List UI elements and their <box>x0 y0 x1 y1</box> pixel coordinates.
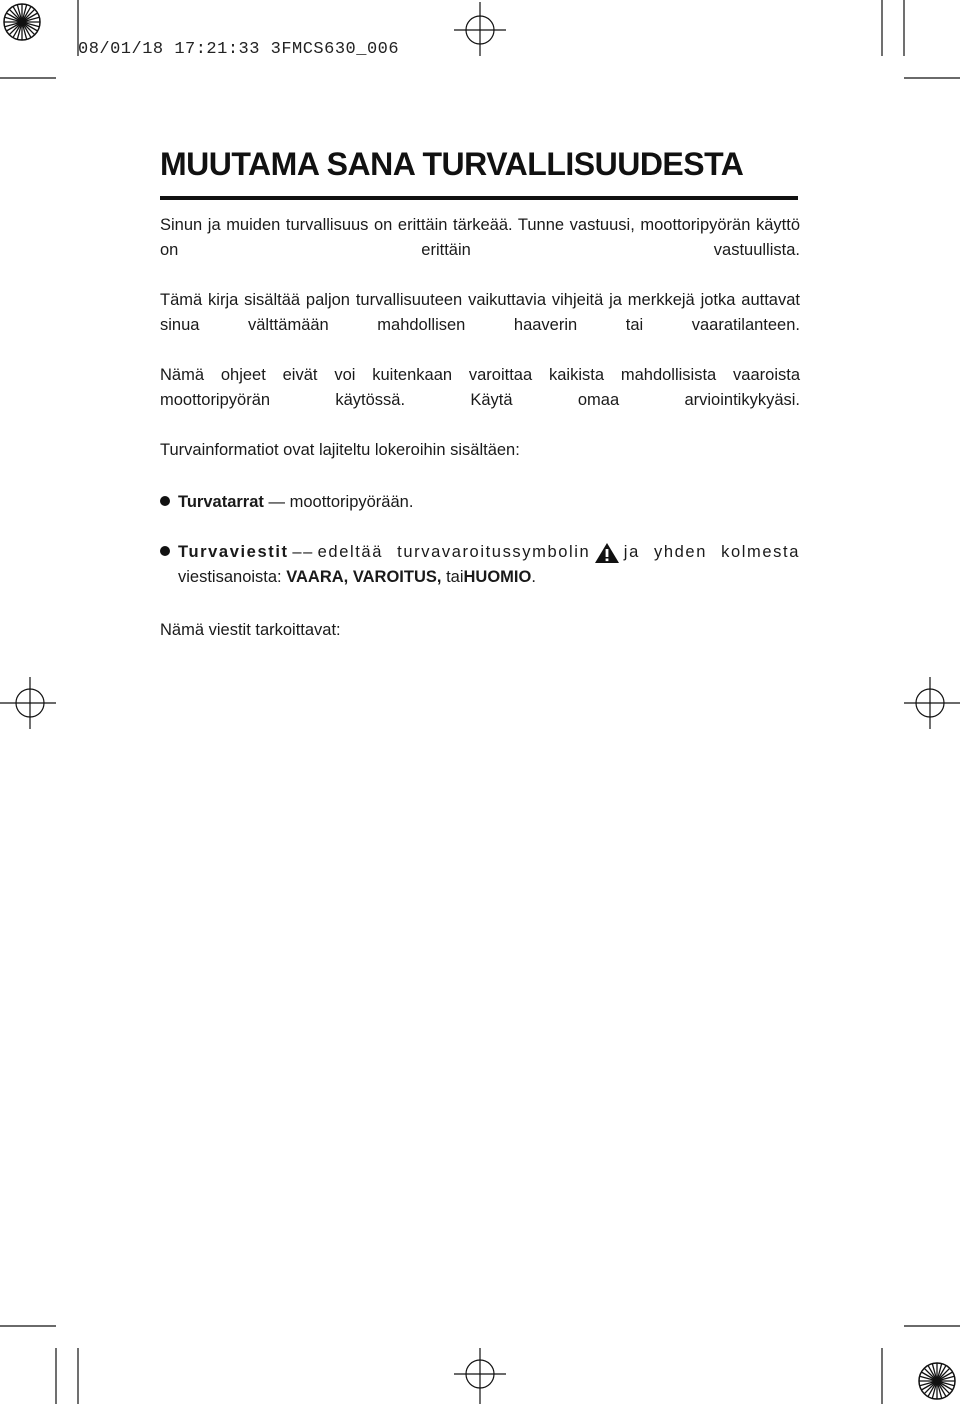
closing-line: Nämä viestit tarkoittavat: <box>160 621 341 639</box>
bullet-text: moottoripyörään. <box>289 493 414 511</box>
registration-crosshair-icon <box>454 1348 506 1404</box>
bullet-period: . <box>531 568 536 586</box>
bullet-connector: tai <box>446 568 464 586</box>
bullet-dash: –– <box>292 543 314 561</box>
bullet-text-before-symbol: edeltää turvavaroitussymbolin <box>317 543 591 561</box>
signal-word-huomio: HUOMIO <box>463 568 532 586</box>
intro-paragraph: Sinun ja muiden turvallisuus on erittäin tärkeää. Tunne vastuusi, moottoripyörän käyttö on erittäin vastuullista. <box>160 216 800 259</box>
page-title: MUUTAMA SANA TURVALLISUUDESTA <box>160 146 744 182</box>
bullet-dash: — <box>268 493 285 511</box>
categories-paragraph: Turvainformatiot ovat lajiteltu lokeroihin sisältäen: <box>160 441 520 459</box>
registration-crosshair-icon <box>904 677 960 729</box>
limits-paragraph: Nämä ohjeet eivät voi kuitenkaan varoittaa kaikista mahdollisista vaaroista moottoripyörän käytössä. Käytä omaa arviointikykyäsi. <box>160 366 800 409</box>
registration-crosshair-icon <box>454 2 506 56</box>
signal-words: VAARA, VAROITUS, <box>286 568 442 586</box>
bullet-term: Turvatarrat <box>178 493 264 511</box>
print-stamp: 08/01/18 17:21:33 3FMCS630_006 <box>78 40 400 59</box>
print-star-target-icon <box>4 4 40 40</box>
guide-paragraph: Tämä kirja sisältää paljon turvallisuuteen vaikuttavia vihjeitä ja merkkejä jotka auttavat sinua välttämään mahdollisen haaverin tai vaaratilanteen. <box>160 291 800 334</box>
bullet-term: Turvaviestit <box>178 543 289 561</box>
bullet-text-after-symbol: ja yhden kolmesta <box>623 543 800 561</box>
registration-crosshair-icon <box>0 677 56 729</box>
bullet-line2-prefix: viestisanoista: <box>178 568 282 586</box>
print-star-target-icon <box>919 1363 955 1399</box>
